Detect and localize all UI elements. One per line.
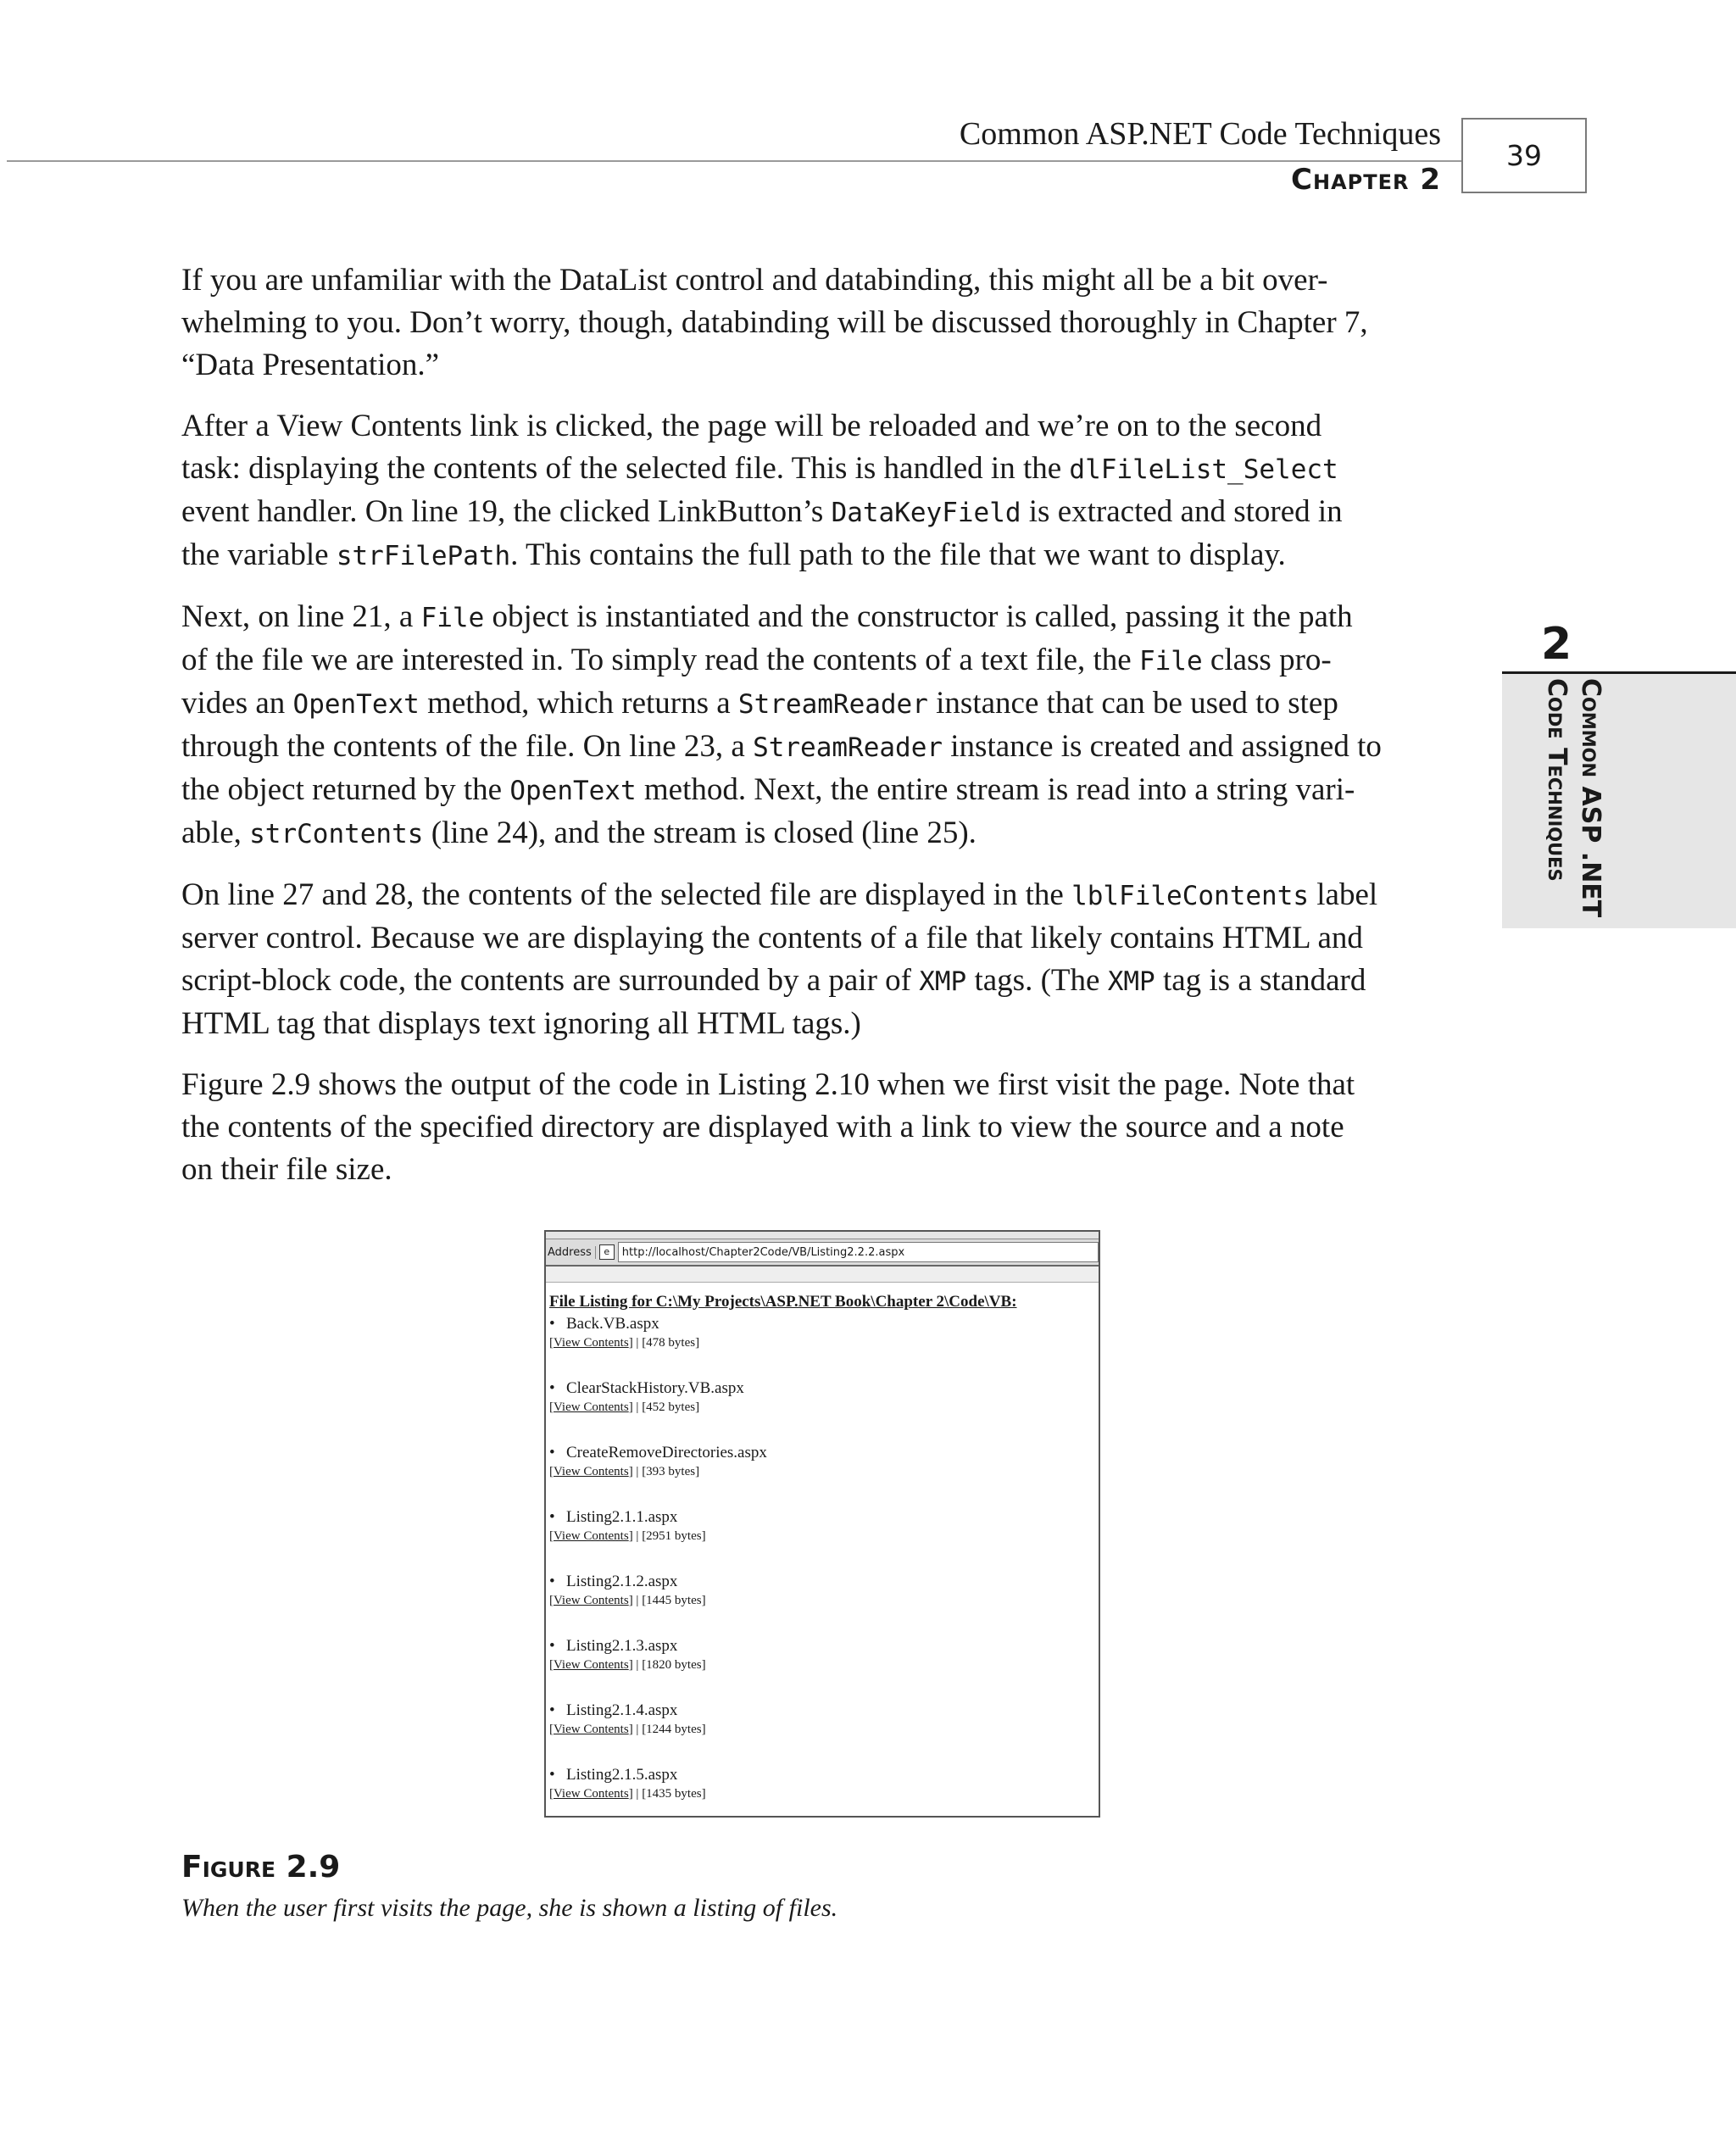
text-run: HTML tag that displays text ignoring all HTML tags.) [181, 1006, 861, 1041]
text-run: method. Next, the entire stream is read into a string vari- [636, 772, 1355, 807]
bullet-icon: • [549, 1315, 555, 1333]
file-listing-heading: File Listing for C:\My Projects\ASP.NET Book\Chapter 2\Code\VB: [549, 1293, 1017, 1311]
file-size: [1445 bytes] [642, 1594, 706, 1607]
file-meta [549, 1527, 1095, 1545]
text-line [181, 1106, 1453, 1149]
inline-code: File [420, 603, 485, 633]
bullet-icon: • [549, 1701, 555, 1719]
text-run: instance is created and assigned to [943, 729, 1382, 764]
text-line [181, 302, 1453, 344]
bullet-icon: • [549, 1444, 555, 1461]
text-line [181, 639, 1453, 682]
text-run: Figure 2.9 shows the output of the code in Listing 2.10 when we first visit the page. Note that [181, 1067, 1355, 1102]
file-size: [2951 bytes] [642, 1529, 706, 1543]
text-run: On line 27 and 28, the contents of the selected file are displayed in the [181, 877, 1072, 912]
inline-code: XMP [919, 966, 967, 997]
list-item [549, 1573, 1095, 1610]
separator: ] | [628, 1658, 643, 1672]
browser-toolbar-strip [546, 1232, 1099, 1239]
text-run: the variable [181, 537, 337, 572]
text-run: the object returned by the [181, 772, 510, 807]
text-run: of the file we are interested in. To simply read the contents of a text file, the [181, 643, 1139, 677]
view-contents-link[interactable]: View Contents [554, 1400, 629, 1414]
text-line [181, 874, 1453, 917]
browser-content [546, 1283, 1099, 1803]
text-line [181, 491, 1453, 534]
figure-screenshot [544, 1230, 1100, 1818]
file-name-row [549, 1573, 1095, 1591]
text-run: whelming to you. Don’t worry, though, databinding will be discussed thoroughly in Chapter 7, [181, 305, 1368, 340]
bracket: [ [549, 1529, 554, 1543]
file-name: Listing2.1.2.aspx [566, 1573, 678, 1590]
inline-code: OpenText [509, 776, 637, 806]
figure-label: Figure 2.9 [181, 1850, 341, 1885]
text-run: If you are unfamiliar with the DataList control and databinding, this might all be a bit over- [181, 263, 1328, 298]
file-name: Listing2.1.5.aspx [566, 1766, 678, 1784]
text-run: event handler. On line 19, the clicked LinkButton’s [181, 494, 832, 529]
text-run: . This contains the full path to the file that we want to display. [510, 537, 1286, 572]
header-rule [7, 160, 1461, 162]
list-item [549, 1637, 1095, 1674]
file-name-row [549, 1701, 1095, 1720]
paragraph [181, 874, 1453, 1045]
list-item [549, 1701, 1095, 1739]
text-run: instance that can be used to step [927, 686, 1338, 721]
text-run: vides an [181, 686, 293, 721]
text-line [181, 1064, 1453, 1106]
bracket: [ [549, 1658, 554, 1672]
separator: ] | [628, 1400, 643, 1414]
text-run: class pro- [1202, 643, 1332, 677]
text-line [181, 960, 1453, 1003]
text-run: on their file size. [181, 1152, 392, 1187]
page-icon: e [599, 1244, 615, 1260]
bracket: [ [549, 1336, 554, 1350]
text-run: (line 24), and the stream is closed (line 25). [423, 816, 976, 850]
file-name: Listing2.1.1.aspx [566, 1508, 678, 1526]
paragraph [181, 596, 1453, 855]
file-name-row [549, 1637, 1095, 1656]
inline-code: DataKeyField [831, 498, 1021, 528]
chapter-tab-number: 2 [1541, 619, 1572, 670]
inline-code: strFilePath [336, 541, 511, 571]
inline-code: dlFileList_Select [1069, 454, 1338, 485]
inline-code: OpenText [292, 689, 420, 720]
text-line [181, 726, 1453, 769]
inline-code: StreamReader [737, 689, 928, 720]
inline-code: lblFileContents [1071, 881, 1310, 911]
file-meta [549, 1398, 1095, 1417]
file-size: [452 bytes] [642, 1400, 700, 1414]
list-item [549, 1444, 1095, 1481]
address-input[interactable]: http://localhost/Chapter2Code/VB/Listing2.2.2.aspx [618, 1242, 1099, 1262]
file-name-row [549, 1379, 1095, 1398]
text-run: tag is a standard [1155, 963, 1366, 998]
chapter-tab-label [1539, 678, 1607, 917]
file-name: ClearStackHistory.VB.aspx [566, 1379, 744, 1397]
text-line [181, 812, 1453, 855]
chapter-tab [1502, 674, 1736, 928]
figure-caption: When the user first visits the page, she is shown a listing of files. [181, 1894, 838, 1922]
bullet-icon: • [549, 1508, 555, 1526]
separator: ] | [628, 1465, 643, 1478]
file-meta [549, 1720, 1095, 1739]
text-run: method, which returns a [419, 686, 738, 721]
body-text [181, 259, 1453, 1210]
file-name-row [549, 1766, 1095, 1784]
view-contents-link[interactable]: View Contents [554, 1465, 629, 1478]
list-item [549, 1508, 1095, 1545]
view-contents-link[interactable]: View Contents [554, 1336, 629, 1350]
chapter-tab-line2: Code Techniques [1542, 678, 1572, 882]
file-size: [1820 bytes] [642, 1658, 706, 1672]
text-run: Next, on line 21, a [181, 599, 421, 634]
file-meta [549, 1462, 1095, 1481]
file-meta [549, 1656, 1095, 1674]
file-size: [478 bytes] [642, 1336, 700, 1350]
list-item [549, 1379, 1095, 1417]
text-run: label [1309, 877, 1378, 912]
text-run: task: displaying the contents of the selected file. This is handled in the [181, 451, 1070, 486]
file-size: [1435 bytes] [642, 1787, 706, 1801]
separator: ] | [628, 1787, 643, 1801]
inline-code: XMP [1107, 966, 1155, 997]
page-number: 39 [1506, 139, 1542, 172]
browser-separator [546, 1267, 1099, 1283]
running-header-chapter: Chapter 2 [1291, 163, 1441, 197]
file-name-row [549, 1508, 1095, 1527]
bullet-icon: • [549, 1573, 555, 1590]
file-name: Listing2.1.3.aspx [566, 1637, 678, 1655]
separator: ] | [628, 1723, 643, 1736]
text-run: the contents of the specified directory are displayed with a link to view the source and a note [181, 1110, 1344, 1144]
file-name: Back.VB.aspx [566, 1315, 659, 1333]
bullet-icon: • [549, 1766, 555, 1784]
chapter-tab-line1: Common ASP .NET [1576, 678, 1605, 918]
file-meta [549, 1333, 1095, 1352]
list-item [549, 1315, 1095, 1352]
text-run: is extracted and stored in [1021, 494, 1343, 529]
text-line [181, 682, 1453, 726]
inline-code: File [1138, 646, 1203, 676]
text-line [181, 596, 1453, 639]
text-line [181, 344, 1453, 387]
bracket: [ [549, 1594, 554, 1607]
inline-code: strContents [249, 819, 424, 849]
text-run: script-block code, the contents are surrounded by a pair of [181, 963, 920, 998]
text-run: able, [181, 816, 250, 850]
view-contents-link[interactable]: View Contents [554, 1594, 629, 1607]
address-bar [546, 1239, 1099, 1267]
file-meta [549, 1591, 1095, 1610]
view-contents-link[interactable]: View Contents [554, 1658, 629, 1672]
text-line [181, 534, 1453, 577]
list-item [549, 1766, 1095, 1803]
file-meta [549, 1784, 1095, 1803]
text-line [181, 259, 1453, 302]
separator: ] | [628, 1336, 643, 1350]
bracket: [ [549, 1723, 554, 1736]
text-run: tags. (The [966, 963, 1108, 998]
file-name: Listing2.1.4.aspx [566, 1701, 678, 1719]
bracket: [ [549, 1400, 554, 1414]
separator: ] | [628, 1529, 643, 1543]
file-size: [1244 bytes] [642, 1723, 706, 1736]
text-run: server control. Because we are displaying the contents of a file that likely contains HTML and [181, 921, 1363, 955]
page-number-box [1461, 118, 1587, 193]
view-contents-link[interactable]: View Contents [554, 1529, 629, 1543]
paragraph [181, 259, 1453, 387]
text-line [181, 1003, 1453, 1045]
text-run: object is instantiated and the constructor is called, passing it the path [484, 599, 1353, 634]
bracket: [ [549, 1465, 554, 1478]
text-line [181, 917, 1453, 960]
text-run: “Data Presentation.” [181, 348, 440, 382]
text-run: After a View Contents link is clicked, the page will be reloaded and we’re on to the second [181, 409, 1322, 443]
file-name-row [549, 1315, 1095, 1333]
text-line [181, 405, 1453, 448]
text-line [181, 448, 1453, 491]
text-line [181, 1149, 1453, 1191]
bracket: [ [549, 1787, 554, 1801]
file-list [549, 1315, 1095, 1803]
file-size: [393 bytes] [642, 1465, 700, 1478]
file-name-row [549, 1444, 1095, 1462]
file-name: CreateRemoveDirectories.aspx [566, 1444, 767, 1461]
paragraph [181, 405, 1453, 577]
address-label: Address [548, 1246, 596, 1259]
running-header-title: Common ASP.NET Code Techniques [959, 116, 1441, 152]
text-run: through the contents of the file. On line 23, a [181, 729, 754, 764]
bullet-icon: • [549, 1637, 555, 1655]
bullet-icon: • [549, 1379, 555, 1397]
text-line [181, 769, 1453, 812]
inline-code: StreamReader [753, 732, 943, 763]
paragraph [181, 1064, 1453, 1191]
view-contents-link[interactable]: View Contents [554, 1787, 629, 1801]
separator: ] | [628, 1594, 643, 1607]
view-contents-link[interactable]: View Contents [554, 1723, 629, 1736]
